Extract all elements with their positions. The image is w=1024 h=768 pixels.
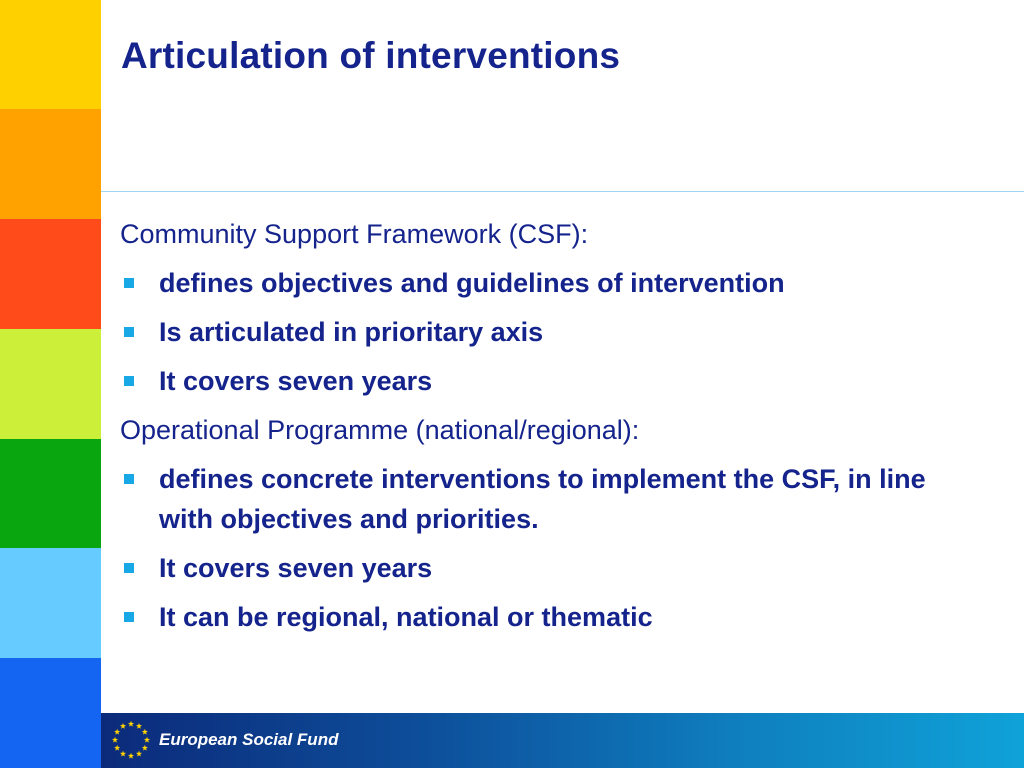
eu-star-icon [120,723,126,729]
square-bullet-icon [124,327,134,337]
csf-bullet [120,312,1000,352]
color-band-lime [0,329,101,439]
bullet-text: It covers seven years [159,366,433,396]
slide-title: Articulation of interventions [121,35,621,76]
bullet-text: defines objectives and guidelines of intervention [159,268,785,298]
csf-bullet [120,263,1000,303]
op-heading: Operational Programme (national/regional): [120,415,640,445]
eu-star-icon [120,751,126,757]
eu-star-icon [144,737,150,743]
op-bullet [120,597,1000,637]
square-bullet-icon [124,612,134,622]
footer-bar [101,713,1024,768]
eu-star-icon [114,745,120,751]
eu-star-icon [114,729,120,735]
eu-star-icon [142,745,148,751]
eu-flag-icon [109,718,153,762]
csf-heading: Community Support Framework (CSF): [120,219,589,249]
color-band-red [0,219,101,329]
title-divider [101,191,1024,192]
eu-star-icon [142,729,148,735]
csf-bullet [120,361,1000,401]
eu-star-icon [112,737,118,743]
eu-star-icon [136,751,142,757]
eu-star-icon [128,721,134,727]
color-band-blue [0,658,101,768]
op-bullet [120,548,1000,588]
bullet-text: Is articulated in prioritary axis [159,317,544,347]
bullet-text: It can be regional, national or thematic [159,602,653,632]
square-bullet-icon [124,563,134,573]
color-strip [0,0,101,768]
eu-star-icon [128,753,134,759]
square-bullet-icon [124,278,134,288]
square-bullet-icon [124,474,134,484]
square-bullet-icon [124,376,134,386]
bullet-text: defines concrete interventions to implement the CSF, in line with objectives and priorities. [159,464,926,534]
color-band-orange [0,109,101,219]
eu-star-icon [136,723,142,729]
bullet-text: It covers seven years [159,553,433,583]
op-bullet [120,459,1000,539]
color-band-green [0,439,101,548]
footer-label: European Social Fund [159,730,339,749]
color-band-yellow [0,0,101,109]
color-band-light-blue [0,548,101,658]
